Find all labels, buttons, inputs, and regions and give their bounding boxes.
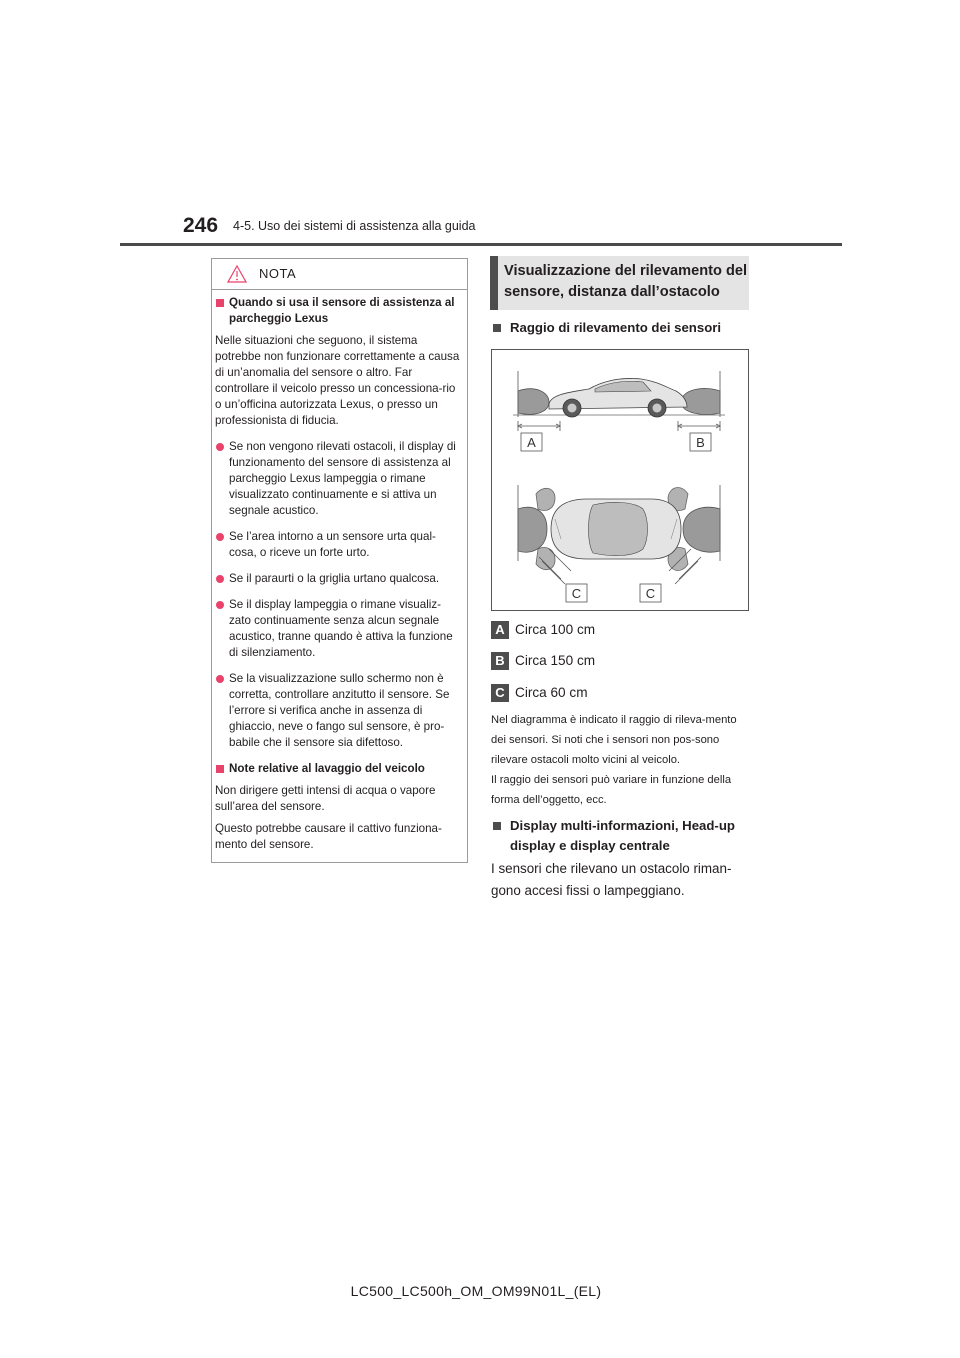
diagram-note: Il raggio dei sensori può variare in funzione della forma dell’oggetto, ecc.: [491, 774, 732, 806]
page-number: 246: [183, 214, 219, 237]
caution-body: [215, 295, 461, 853]
diagram-label-b: B: [696, 435, 705, 450]
diagram-label-a: A: [527, 435, 536, 450]
legend-text: Circa 100 cm: [515, 622, 596, 637]
diagram-label-c-right: C: [645, 586, 656, 601]
legend-letter: C: [491, 684, 509, 702]
header-rule: [120, 243, 842, 246]
caution-header: [212, 259, 467, 290]
caution-label: NOTA: [259, 266, 297, 281]
running-header: 4-5. Uso dei sistemi di assistenza alla guida: [233, 219, 476, 233]
caution-paragraph: Nelle situazioni che seguono, il sistema potrebbe non funzionare correttamente a causa di un’anomalia del sensore o altro. Far controllare il veicolo presso un concessiona-rio o un’officina autorizzata Lexus, o presso un professionista di fiducia.: [215, 334, 460, 427]
caution-bullet: Se il paraurti o la griglia urtano qualcosa.: [215, 571, 461, 587]
diagram-note: Nel diagramma è indicato il raggio di rileva-mento dei sensori. Si noti che i sensori non pos-sono rilevare ostacoli molto vicini al veicolo.: [491, 714, 737, 766]
footer-code: [0, 1283, 960, 1299]
diagram-label-c-left: C: [571, 586, 582, 601]
subheading-detection-range: Raggio di rilevamento dei sensori: [491, 318, 770, 338]
caution-paragraph: Questo potrebbe causare il cattivo funziona-mento del sensore.: [215, 822, 442, 851]
legend-text: Circa 60 cm: [515, 685, 588, 700]
caution-paragraph: Non dirigere getti intensi di acqua o vapore sull’area del sensore.: [215, 784, 436, 813]
warning-triangle-icon: [227, 265, 247, 283]
subheading-displays: Display multi-informazioni, Head-up display e display centrale: [491, 816, 770, 856]
body-paragraph: I sensori che rilevano un ostacolo riman-gono accesi fissi o lampeggiano.: [491, 861, 732, 898]
section-heading-text: Visualizzazione del rilevamento del sensore, distanza dall’ostacolo: [504, 263, 748, 300]
section-heading-bar: [490, 256, 498, 310]
caution-box: [211, 258, 468, 863]
footer-text: LC500_LC500h_OM_OM99N01L_(EL): [350, 1283, 602, 1299]
legend-letter: B: [491, 652, 509, 670]
caution-heading: Note relative al lavaggio del veicolo: [215, 761, 461, 777]
caution-bullet: Se il display lampeggia o rimane visualiz-zato continuamente senza alcun segnale acustico, tranne quando è attiva la funzione di silenziamento.: [215, 597, 461, 661]
caution-bullet: Se l’area intorno a un sensore urta qual-cosa, o riceve un forte urto.: [215, 529, 461, 561]
sensor-range-diagram: [491, 349, 749, 611]
legend-text: Circa 150 cm: [515, 653, 596, 668]
section-heading: [490, 256, 749, 310]
caution-heading: Quando si usa il sensore di assistenza al parcheggio Lexus: [215, 295, 461, 327]
caution-bullet: Se la visualizzazione sullo schermo non è corretta, controllare anzitutto il sensore. Se l’errore si verifica anche in assenza di ghiaccio, neve o fango sul sensore, è pro-babile che il sensore sia difettoso.: [215, 671, 461, 751]
legend-letter: A: [491, 621, 509, 639]
caution-bullet: Se non vengono rilevati ostacoli, il display di funzionamento del sensore di assistenza al parcheggio Lexus lampeggia o rimane visualizzato continuamente e si attiva un segnale acustico.: [215, 439, 461, 519]
